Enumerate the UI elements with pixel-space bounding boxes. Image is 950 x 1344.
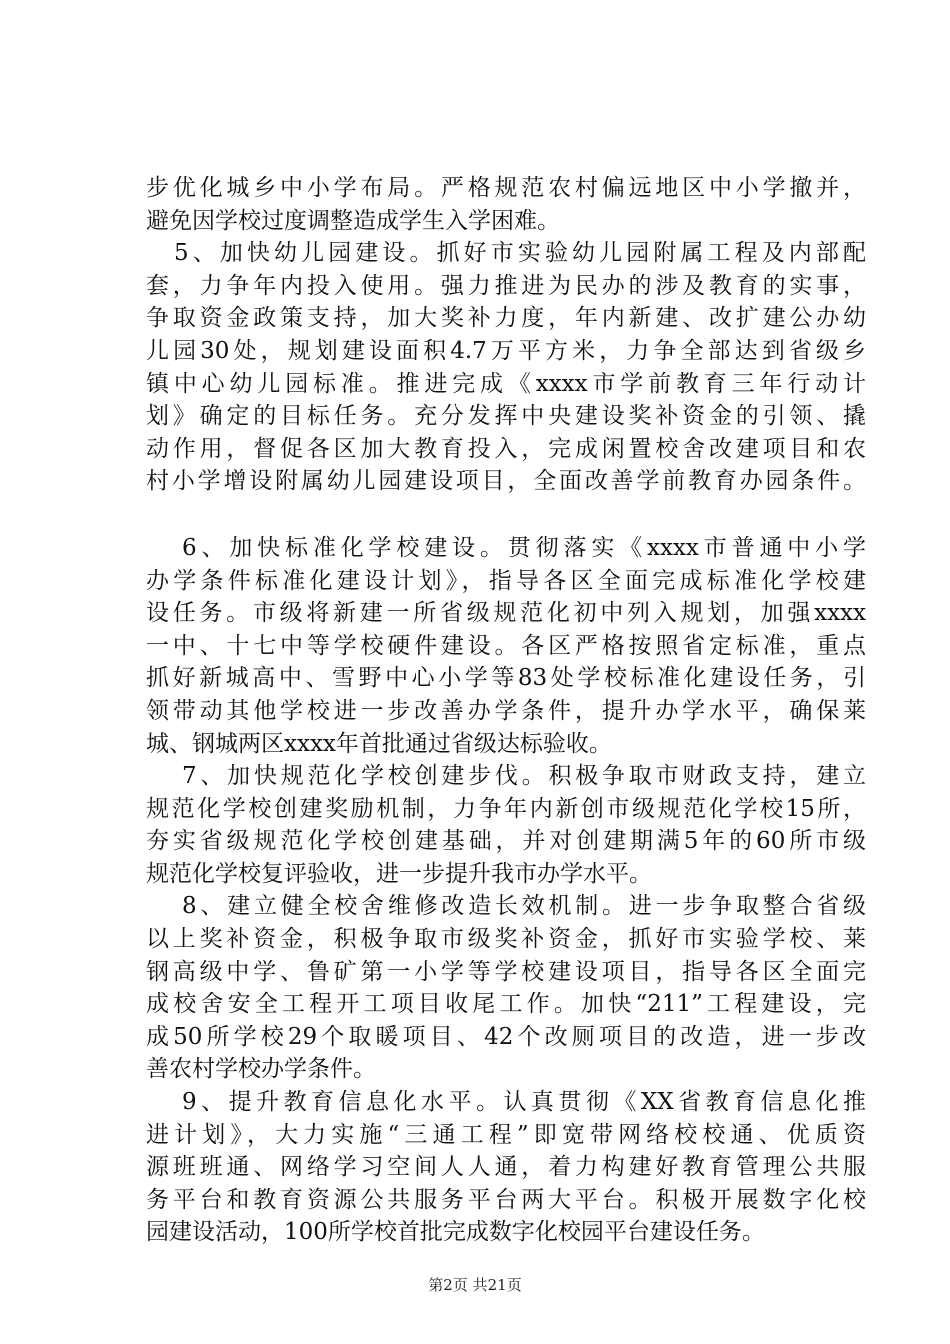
text-line: 以上奖补资金，积极争取市级奖补资金，抓好市实验学校、莱 — [146, 926, 866, 953]
text-line: 设任务。市级将新建一所省级规范化初中列入规划，加强xxxx — [146, 600, 866, 627]
document-body — [146, 172, 866, 1249]
text-line: 儿园30处，规划建设面积4.7万平方米，力争全部达到省级乡 — [146, 337, 866, 364]
text-line: 避免因学校过度调整造成学生入学困难。 — [146, 207, 560, 234]
page-footer — [0, 1274, 950, 1295]
text-line: 村小学增设附属幼儿园建设项目，全面改善学前教育办园条件。 — [146, 468, 866, 495]
text-line: 善农村学校办学条件。 — [146, 1056, 376, 1083]
paragraph-item-9 — [146, 1086, 866, 1249]
text-line: 抓好新城高中、雪野中心小学等83处学校标准化建设任务，引 — [146, 665, 866, 692]
text-line: 8、建立健全校舍维修改造长效机制。进一步争取整合省级 — [182, 893, 866, 920]
text-line: 9、提升教育信息化水平。认真贯彻《XX省教育信息化推 — [182, 1089, 866, 1116]
text-line: 城、钢城两区xxxx年首批通过省级达标验收。 — [146, 730, 612, 757]
text-line: 钢高级中学、鲁矿第一小学等学校建设项目，指导各区全面完 — [146, 958, 866, 985]
text-line: 成50所学校29个取暖项目、42个改厕项目的改造，进一步改 — [146, 1023, 866, 1050]
text-line: 6、加快标准化学校建设。贯彻落实《xxxx市普通中小学 — [182, 534, 866, 561]
text-line: 夯实省级规范化学校创建基础，并对创建期满5年的60所市级 — [146, 828, 866, 855]
text-line: 一中、十七中等学校硬件建设。各区严格按照省定标准，重点 — [146, 632, 866, 659]
text-line: 动作用，督促各区加大教育投入，完成闲置校舍改建项目和农 — [146, 435, 866, 462]
paragraph-item-7 — [146, 760, 866, 890]
text-line: 步优化城乡中小学布局。严格规范农村偏远地区中小学撤并， — [146, 175, 866, 201]
text-line: 争取资金政策支持，加大奖补力度，年内新建、改扩建公办幼 — [146, 305, 866, 332]
page-number: 第2页 共21页 — [428, 1276, 522, 1294]
text-line: 领带动其他学校进一步改善办学条件，提升办学水平，确保莱 — [146, 697, 866, 724]
paragraph-item-8 — [146, 890, 866, 1086]
text-line: 划》确定的目标任务。充分发挥中央建设奖补资金的引领、撬 — [146, 403, 866, 430]
text-line: 进计划》，大力实施“三通工程”即宽带网络校校通、优质资 — [146, 1121, 866, 1148]
text-line: 套，力争年内投入使用。强力推进为民办的涉及教育的实事， — [146, 272, 866, 299]
text-line: 规范化学校创建奖励机制，力争年内新创市级规范化学校15所， — [146, 795, 866, 822]
text-line: 7、加快规范化学校创建步伐。积极争取市财政支持，建立 — [182, 763, 866, 790]
paragraph-item-5 — [146, 237, 866, 498]
text-line: 办学条件标准化建设计划》，指导各区全面完成标准化学校建 — [146, 567, 866, 594]
text-line: 园建设活动，100所学校首批完成数字化校园平台建设任务。 — [146, 1219, 765, 1246]
text-line: 成校舍安全工程开工项目收尾工作。加快“211”工程建设，完 — [146, 991, 866, 1018]
text-line: 5、加快幼儿园建设。抓好市实验幼儿园附属工程及内部配 — [174, 240, 866, 267]
paragraph-spacer — [146, 498, 866, 532]
text-line: 务平台和教育资源公共服务平台两大平台。积极开展数字化校 — [146, 1186, 866, 1213]
text-line: 规范化学校复评验收，进一步提升我市办学水平。 — [146, 860, 652, 887]
paragraph-1 — [146, 172, 866, 237]
paragraph-item-6 — [146, 532, 866, 760]
text-line: 源班班通、网络学习空间人人通，着力构建好教育管理公共服 — [146, 1154, 866, 1181]
text-line: 镇中心幼儿园标准。推进完成《xxxx市学前教育三年行动计 — [146, 370, 866, 397]
